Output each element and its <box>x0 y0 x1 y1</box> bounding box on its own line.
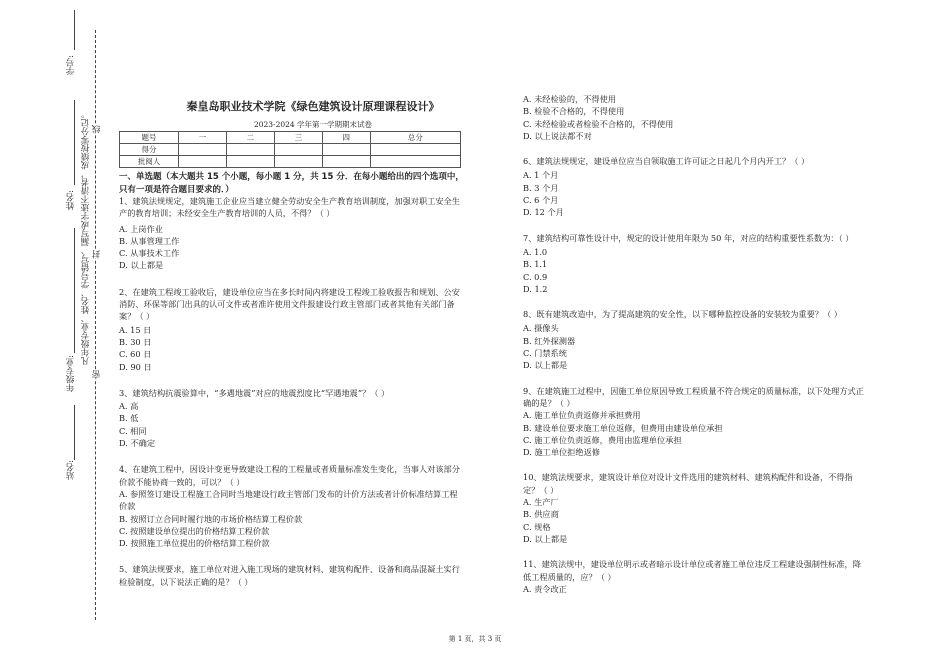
reviewer-row <box>120 156 461 168</box>
option: C. 60 日 <box>119 349 152 360</box>
seal-char-1: 密 <box>92 370 102 379</box>
option: B. 检验不合格的，不得使用 <box>523 106 625 117</box>
option: B. 红外探测器 <box>523 335 576 346</box>
question-stem: 5、建筑法规要求，施工单位对进入施工现场的建筑材料、建筑构配件、设备和商品混凝土实行检验制度，以下说法正确的是？（ ） <box>119 564 460 587</box>
question-9 <box>523 385 865 459</box>
option: A. 施工单位负责返修并承担费用 <box>523 410 641 421</box>
question-11 <box>523 558 865 595</box>
seal-char-3: 线 <box>92 125 102 134</box>
option: B. 供应商 <box>523 509 559 520</box>
option: A. 高 <box>119 401 139 412</box>
question-stem: 8、既有建筑改造中，为了提高建筑的安全性，以下哪种监控设备的安装较为重要？（ ） <box>523 309 842 320</box>
option: C. 从事技术工作 <box>119 248 180 259</box>
option: A. 摄像头 <box>523 323 559 334</box>
option: B. 3 个月 <box>523 182 559 193</box>
student-id-label: 学号: <box>66 55 76 75</box>
site-label: 站名: <box>66 460 76 480</box>
left-column <box>119 195 464 588</box>
option: C. 规格 <box>523 521 551 532</box>
question-1 <box>119 195 464 272</box>
score-table <box>119 131 461 168</box>
option: C. 相同 <box>119 425 147 436</box>
option: B. 1.1 <box>523 259 548 270</box>
question-stem: 10、建筑法规要求，建筑设计单位对设计文件选用的建筑材料、建筑构配件和设备，不得指定？（ ） <box>523 472 853 495</box>
option: A. 1 个月 <box>523 170 559 181</box>
score-cell: 三 <box>274 132 322 144</box>
option: C. 门禁系统 <box>523 348 567 359</box>
exam-subtitle: 2023-2024 学年第一学期期末试卷 <box>253 120 373 129</box>
option: B. 按照订立合同时履行地的市场价格结算工程价款 <box>119 513 303 524</box>
score-cell: 一 <box>179 132 227 144</box>
option: A. 15 日 <box>119 324 152 335</box>
question-5-continued <box>523 93 865 142</box>
score-cell: 二 <box>226 132 274 144</box>
option: B. 低 <box>119 413 139 424</box>
section-heading: 一、单选题（本大题共 15 个小题，每小题 1 分，共 15 分．在每小题给出的四个选项中，只有一项是符合题目要求的．） <box>119 172 464 195</box>
seal-char-2: 封 <box>92 250 102 259</box>
question-6 <box>523 155 865 218</box>
question-stem: 4、在建筑工程中，因设计变更导致建设工程的工程量或者质量标准发生变化，当事人对该部分价款不能协商一致的，可以？（ ） <box>119 464 460 487</box>
option: D. 12 个月 <box>523 207 564 218</box>
score-table-header-row <box>120 132 461 144</box>
question-5 <box>119 563 464 588</box>
option: D. 90 日 <box>119 361 152 372</box>
reviewer-row-label: 批阅人 <box>120 156 179 168</box>
option: B. 建设单位要求施工单位返修，但费用由建设单位承担 <box>523 422 723 433</box>
option: A. 责令改正 <box>523 583 567 594</box>
grade-underline <box>74 228 75 353</box>
score-row-label: 得分 <box>120 144 179 156</box>
grade-label: 年级专业: <box>66 355 76 392</box>
option: D. 以上说法都不对 <box>523 130 592 141</box>
question-stem: 3、建筑结构抗震验算中，“多遇地震”对应的地震烈度比“罕遇地震”？（ ） <box>119 387 390 398</box>
score-cell: 题号 <box>120 132 179 144</box>
option: D. 以上都是 <box>523 360 568 371</box>
question-stem: 2、在建筑工程竣工验收后，建设单位应当在多长时间内将建设工程竣工验收报告和规划、公安消防、环保等部门出具的认可文件或者准许使用文件报建设行政主管部门或者其他有关部门备案？（ ） <box>119 286 460 322</box>
score-cell: 四 <box>322 132 370 144</box>
name-label: 姓名: <box>66 190 76 210</box>
option: A. 上岗作业 <box>119 223 163 234</box>
option: A. 未经检验的，不得使用 <box>523 94 616 104</box>
question-stem: 7、建筑结构可靠性设计中，规定的设计使用年限为 50 年，对应的结构重要性系数为：（ ） <box>523 232 854 243</box>
right-column <box>523 93 865 595</box>
option: C. 6 个月 <box>523 195 559 206</box>
exam-title: 秦皇岛职业技术学院《绿色建筑设计原理课程设计》 <box>186 100 440 113</box>
question-10 <box>523 471 865 545</box>
option: A. 1.0 <box>523 246 548 257</box>
question-stem: 11、建筑法规中，建设单位明示或者暗示设计单位或者施工单位违反工程建设强制性标准，降低工程质量的，应？（ ） <box>523 559 861 582</box>
question-4 <box>119 463 464 549</box>
question-2 <box>119 286 464 373</box>
margin-notice: 凡年级专业、姓名、学号错写、漏写或字迹不清者，成绩按零分记。 <box>81 110 91 365</box>
option: C. 按照建设单位提出的价格结算工程价款 <box>119 525 270 536</box>
option: B. 从事管理工作 <box>119 235 180 246</box>
score-row <box>120 144 461 156</box>
option: D. 以上都是 <box>119 260 164 271</box>
score-cell: 总分 <box>370 132 460 144</box>
option: C. 施工单位负责返修，费用由监理单位承担 <box>523 434 682 445</box>
question-8 <box>523 308 865 371</box>
name-underline <box>74 100 75 185</box>
question-3 <box>119 387 464 449</box>
question-7 <box>523 232 865 295</box>
option: A. 参照签订建设工程施工合同时当地建设行政主管部门发布的计价方法或者计价标准结算工程价款 <box>119 488 458 512</box>
option: C. 未经检验或者检验不合格的，不得使用 <box>523 118 674 129</box>
option: C. 0.9 <box>523 271 548 282</box>
option: B. 30 日 <box>119 336 152 347</box>
option: D. 施工单位拒绝返修 <box>523 447 600 458</box>
option: D. 以上都是 <box>523 533 568 544</box>
option: A. 生产厂 <box>523 497 559 508</box>
site-underline <box>74 405 75 460</box>
option: D. 按照施工单位提出的价格结算工程价款 <box>119 538 270 549</box>
student-id-underline <box>74 10 75 50</box>
page-footer: 第 1 页，共 3 页 <box>448 635 502 643</box>
option: D. 不确定 <box>119 438 156 449</box>
question-stem: 9、在建筑施工过程中，因施工单位原因导致工程质量不符合规定的质量标准，以下处理方式正确的是？（ ） <box>523 385 864 408</box>
question-stem: 1、建筑法规规定，建筑施工企业应当建立健全劳动安全生产教育培训制度，加强对职工安全生产的教育培训；未经安全生产教育培训的人员，不得？（ ） <box>119 196 460 219</box>
question-stem: 6、建筑法规规定，建设单位应当自领取施工许可证之日起几个月内开工？（ ） <box>523 156 810 167</box>
option: D. 1.2 <box>523 283 548 294</box>
binding-line <box>95 30 96 620</box>
